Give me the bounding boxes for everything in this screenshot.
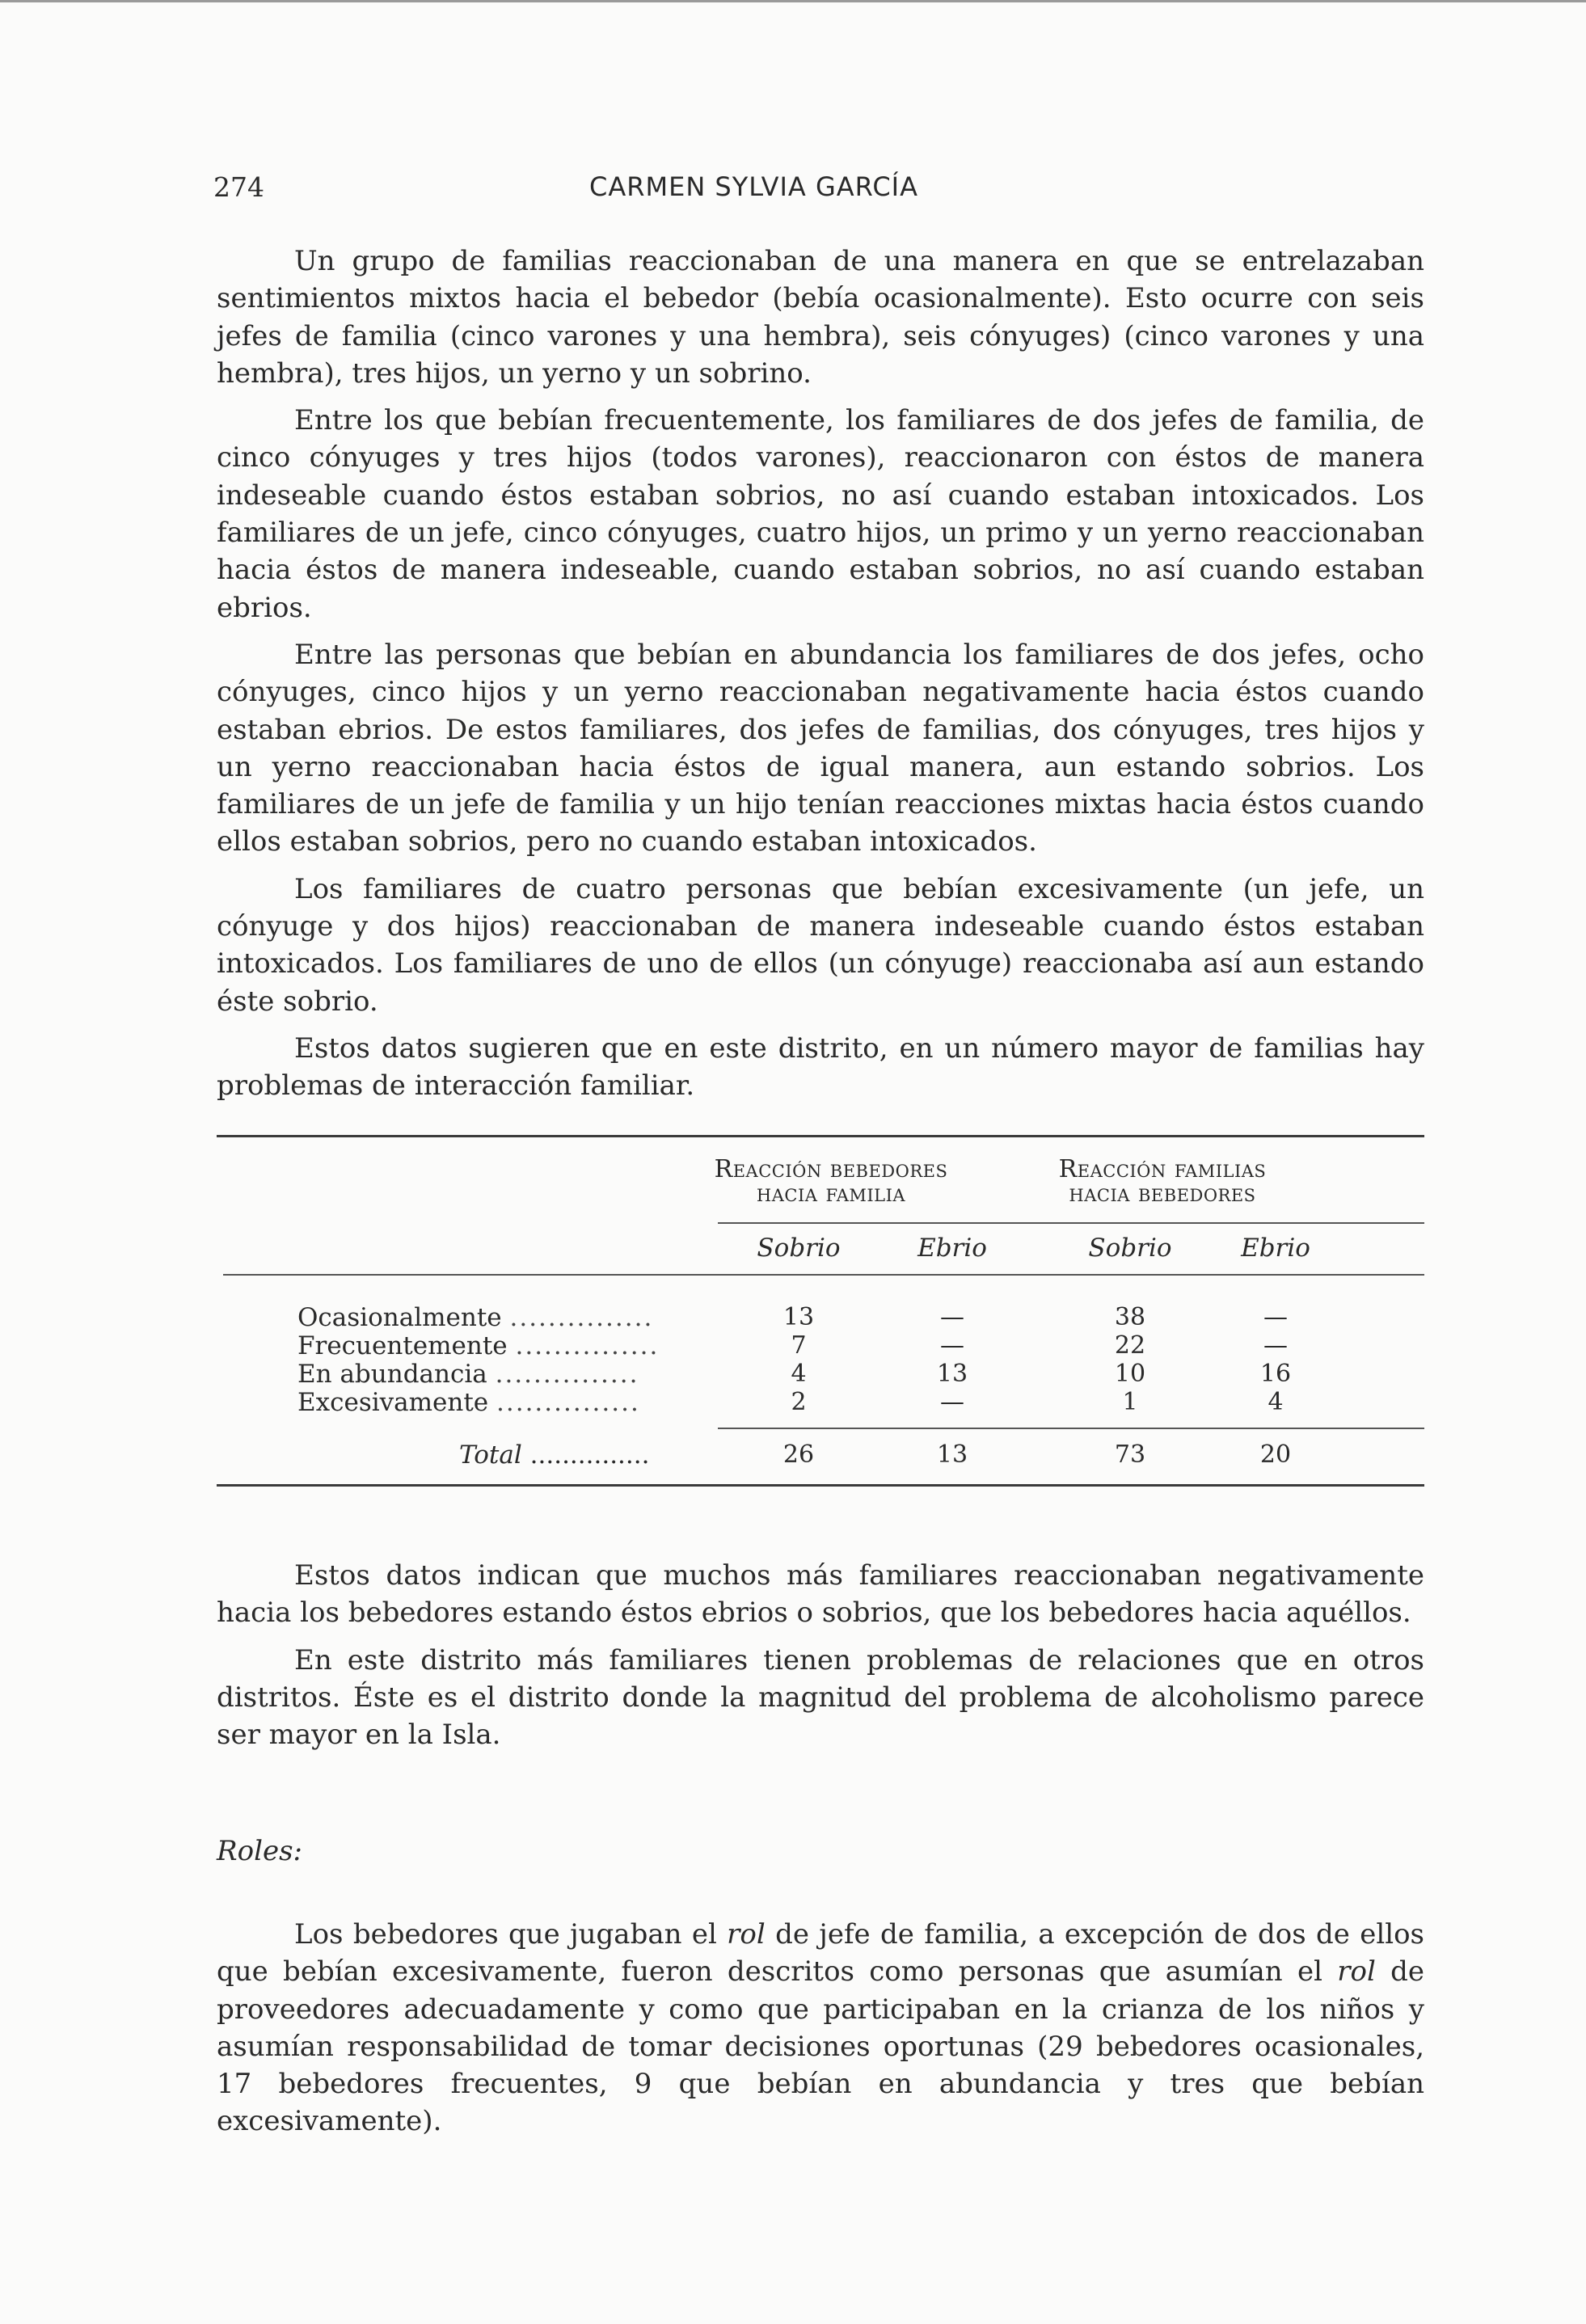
total-cell: 20 [1259,1440,1292,1469]
row-label-text: Excesivamente [297,1388,489,1417]
text-run: de proveedores adecuadamente y como que participaban en la crianza de los niños y asumían responsabilidad de tomar decisiones oportunas (29 bebedores ocasionales, 17 bebedores frecuentes, 9 que bebían en abundancia y tres que bebían excesivamente). [217,1955,1424,2138]
group-header-drinkers [702,1155,960,1208]
table-cell: 16 [1259,1360,1292,1388]
subcol-sobrio: Sobrio [757,1234,841,1263]
total-rule [718,1428,1424,1429]
leader-dots: ............... [529,1440,650,1470]
row-label-text: Frecuentemente [297,1331,508,1360]
table-cell: — [1263,1303,1288,1331]
page-number: 274 [213,171,264,203]
paragraph: Entre los que bebían frecuentemente, los familiares de dos jefes de familia, de cinco cónyuges y tres hijos (todos varones), reaccionaron con éstos de manera indeseable cuando éstos estaban sobrios, no así cuando estaban intoxicados. Los familiares de un jefe, cinco cónyuges, cuatro hijos, un primo y un yerno reaccionaban hacia éstos de manera indeseable, cuando estaban sobrios, no así cuando estaban ebrios. [217,404,1424,624]
leader-dots: ............... [509,1303,654,1332]
table-cell: 2 [791,1388,807,1416]
total-cell: 73 [1114,1440,1146,1469]
group-header-line: Reacción familias [1058,1155,1267,1183]
subcol-sobrio: Sobrio [1088,1234,1172,1263]
text-run: de jefe de familia, a excepción de dos de ellos que bebían excesivamente, fueron descritos como personas que asumían el [217,1918,1424,1989]
row-label-text: En abundancia [297,1360,487,1389]
leader-dots: ............... [496,1388,640,1417]
table-bottom-rule [217,1484,1424,1487]
total-cell: 13 [936,1440,968,1469]
total-label-text: Total [459,1440,522,1470]
group-header-line: Reacción bebedores [714,1155,948,1183]
group-header-families [1033,1155,1292,1208]
top-edge-rule [0,0,1586,2]
paragraph [217,1916,1424,2141]
text-run: Los bebedores que jugaban el [294,1918,728,1951]
body-text-final [217,1916,1424,2150]
table-cell: 38 [1114,1303,1146,1331]
group-header-line: hacia bebedores [1069,1179,1256,1208]
table-cell: — [1263,1331,1288,1360]
total-label [459,1440,649,1470]
body-text-top [217,243,1424,1115]
table-cell: 4 [791,1360,807,1388]
table-cell: 4 [1268,1388,1284,1416]
paragraph: Entre las personas que bebían en abundancia los familiares de dos jefes, ocho cónyuges, cinco hijos y un yerno reaccionaban negativamente hacia éstos cuando estaban ebrios. De estos familiares, dos jefes de familias, dos cónyuges, tres hijos y un yerno reaccionaban hacia éstos de igual manera, aun estando sobrios. Los familiares de un jefe de familia y un hijo tenían reacciones mixtas hacia éstos cuando ellos estaban sobrios, pero no cuando estaban intoxicados. [217,638,1424,858]
total-cell: 26 [782,1440,815,1469]
table-cell: 13 [936,1360,968,1388]
group-header-line: hacia familia [756,1179,906,1208]
paragraph: Estos datos sugieren que en este distrito, en un número mayor de familias hay problemas de interacción familiar. [217,1031,1424,1103]
table-cell: 7 [791,1331,807,1360]
table-cell: 13 [782,1303,815,1331]
row-label-text: Ocasionalmente [297,1303,502,1332]
table-cell: — [940,1388,964,1416]
table-cell: — [940,1331,964,1360]
paragraph: Un grupo de familias reaccionaban de una manera en que se entrelazaban sentimientos mixtos hacia el bebedor (bebía ocasionalmente). Esto ocurre con seis jefes de familia (cinco varones y una hembra), seis cónyuges) (cinco varones y una hembra), tres hijos, un yerno y un sobrino. [217,245,1424,390]
leader-dots: ............... [515,1331,660,1360]
leader-dots: ............... [495,1360,639,1389]
emphasis: rol [727,1918,766,1951]
subcol-ebrio: Ebrio [1241,1234,1310,1263]
paragraph: Los familiares de cuatro personas que bebían excesivamente (un jefe, un cónyuge y dos hijos) reaccionaban de manera indeseable cuando éstos estaban intoxicados. Los familiares de uno de ellos (un cónyuge) reaccionaba así aun estando éste sobrio. [217,872,1424,1018]
table-cell: 10 [1114,1360,1146,1388]
table-cell: — [940,1303,964,1331]
emphasis: rol [1337,1955,1376,1989]
page-header [0,171,1586,212]
body-text-bottom [217,1557,1424,1763]
subcol-ebrio: Ebrio [917,1234,987,1263]
table-cell: 1 [1122,1388,1138,1416]
header-bottom-rule [223,1274,1424,1276]
running-head: CARMEN SYLVIA GARCÍA [589,171,918,202]
subheader-rule [718,1222,1424,1224]
paragraph: En este distrito más familiares tienen problemas de relaciones que en otros distritos. Éste es el distrito donde la magnitud del problema de alcoholismo parece ser mayor en la Isla. [217,1643,1424,1752]
section-title: Roles: [217,1835,302,1867]
table-cell: 22 [1114,1331,1146,1360]
table-top-rule [217,1135,1424,1137]
paragraph: Estos datos indican que muchos más familiares reaccionaban negativamente hacia los bebedores estando éstos ebrios o sobrios, que los bebedores hacia aquéllos. [217,1559,1424,1630]
